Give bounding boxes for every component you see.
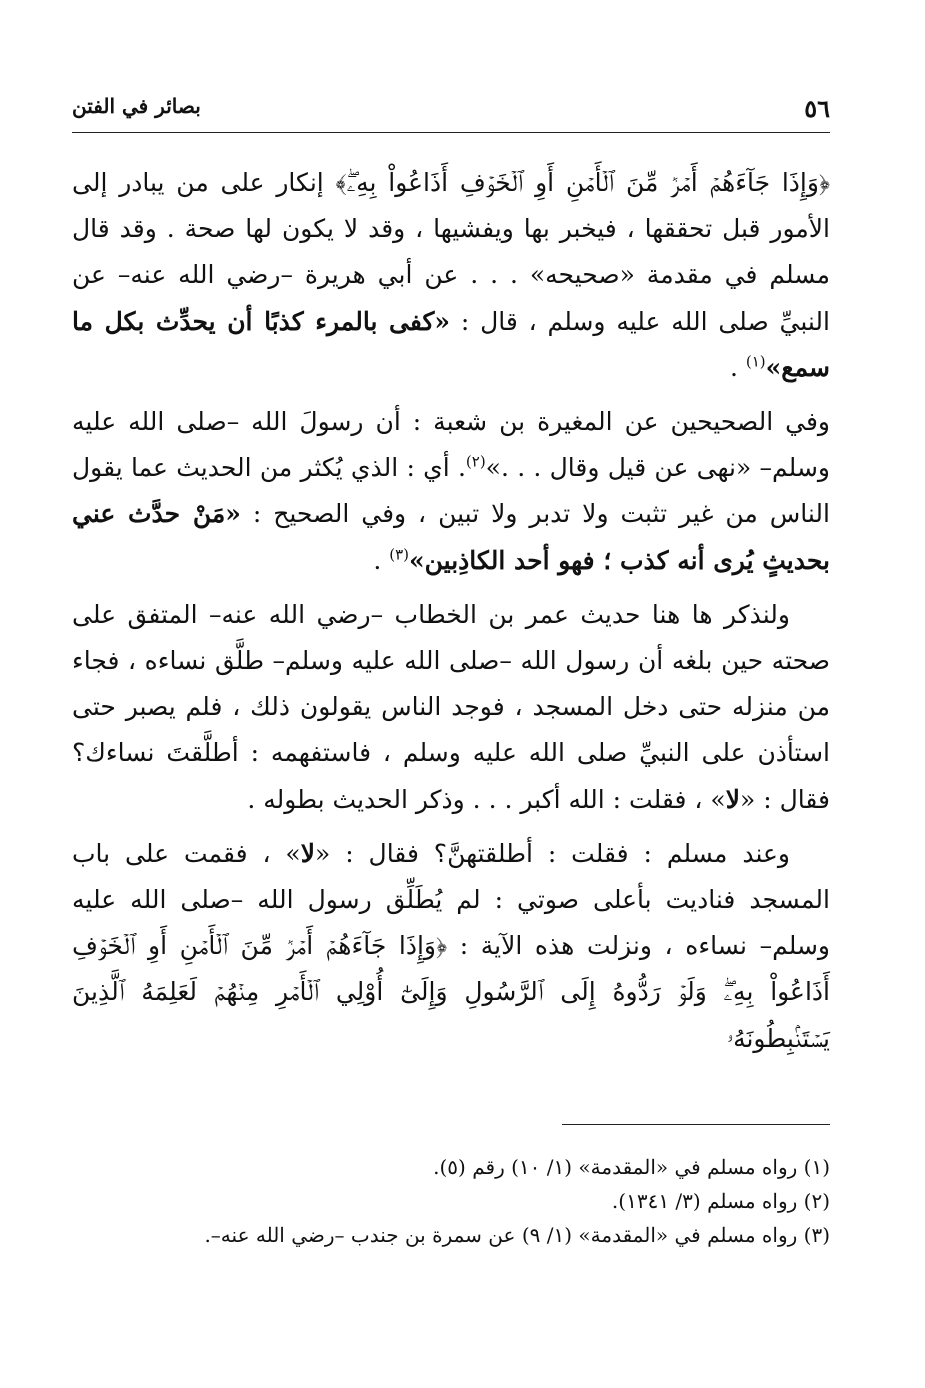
text-run: » ، فقمت على باب المسجد فناديت بأعلى صوتي : لم يُطَلِّق رسول الله –صلى الله عليه وسلم– نساءه ، ونزلت هذه الآية : xyxy=(72,838,831,961)
footnote-ref: (١) xyxy=(745,352,766,371)
hadith-text: لا xyxy=(725,784,740,814)
hadith-text: «كفى بالمرء كذبًا أن يحدِّث بكل ما سمع» xyxy=(72,306,830,382)
text-run: إنكار على من يبادر إلى الأمور قبل تحققها ، فيخبر بها ويفشيها ، وقد لا يكون لها صحة . وقد قال مسلم في مقدمة «صحيحه» . . . عن أبي هريرة –رضي الله عنه– عن النبيِّ صلى الله عليه وسلم ، قال : xyxy=(72,168,831,336)
text-run: وفي الصحيحين عن المغيرة بن شعبة : أن رسولَ الله –صلى الله عليه وسلم– «نهى عن قيل وقال . . .» xyxy=(72,407,830,483)
book-title: بصائر في الفتن xyxy=(72,94,201,118)
footnote: (٢) رواه مسلم (٣/ ١٣٤١). xyxy=(611,1189,830,1213)
footnote-ref: (٣) xyxy=(389,545,410,564)
footnotes xyxy=(72,1150,830,1252)
main-text xyxy=(72,160,830,1062)
text-run: . xyxy=(373,545,390,575)
paragraph xyxy=(72,592,830,823)
paragraph xyxy=(72,160,830,391)
footnote-ref: (٢) xyxy=(465,452,486,471)
hadith-text: «مَنْ حدَّث عني بحديثٍ يُرى أنه كذب ؛ فهو أحد الكاذِبين» xyxy=(72,499,830,575)
quran-verse: ﴿وَإِذَا جَآءَهُمۡ أَمۡرٞ مِّنَ ٱلۡأَمۡنِ أَوِ ٱلۡخَوۡفِ أَذَاعُواْ بِهِۦۖ وَلَوۡ رَدُّوهُ إِلَى ٱلرَّسُولِ وَإِلَىٰٓ أُوْلِي ٱلۡأَمۡرِ مِنۡهُمۡ لَعَلِمَهُ ٱلَّذِينَ يَسۡتَنۢبِطُونَهُۥ xyxy=(72,931,830,1053)
footnote-rule xyxy=(562,1124,830,1125)
text-run: ولنذكر ها هنا حديث عمر بن الخطاب –رضي الله عنه– المتفق على صحته حين بلغه أن رسول الله –صلى الله عليه وسلم– طلَّق نساءه ، فجاء من منزله حتى دخل المسجد ، فوجد الناس يقولون ذلك ، فلم يصبر حتى استأذن على النبيِّ صلى الله عليه وسلم ، فاستفهمه : أطلَّقتَ نساءك؟ فقال : « xyxy=(72,599,830,814)
footnote: (١) رواه مسلم في «المقدمة» (١/ ١٠) رقم (٥). xyxy=(433,1155,830,1179)
page-number: ٥٦ xyxy=(804,94,830,123)
paragraph xyxy=(72,399,830,584)
text-run: » ، فقلت : الله أكبر . . . وذكر الحديث بطوله . xyxy=(247,784,726,814)
footnote: (٣) رواه مسلم في «المقدمة» (١/ ٩) عن سمرة بن جندب –رضي الله عنه–. xyxy=(204,1223,830,1247)
text-run: . أي : الذي يُكثر من الحديث عما يقول الناس من غير تثبت ولا تدبر ولا تبين ، وفي الصحيح : xyxy=(72,453,830,529)
header-rule xyxy=(72,132,830,133)
running-head xyxy=(72,92,830,126)
hadith-text: لا xyxy=(300,838,315,868)
paragraph xyxy=(72,831,830,1062)
text-run: . xyxy=(729,352,746,382)
text-run: وعند مسلم : فقلت : أطلقتهنَّ؟ فقال : « xyxy=(315,838,790,868)
quran-verse: ﴿وَإِذَا جَآءَهُمۡ أَمۡرٞ مِّنَ ٱلۡأَمۡنِ أَوِ ٱلۡخَوۡفِ أَذَاعُواْ بِهِۦۖ﴾ xyxy=(335,168,830,197)
